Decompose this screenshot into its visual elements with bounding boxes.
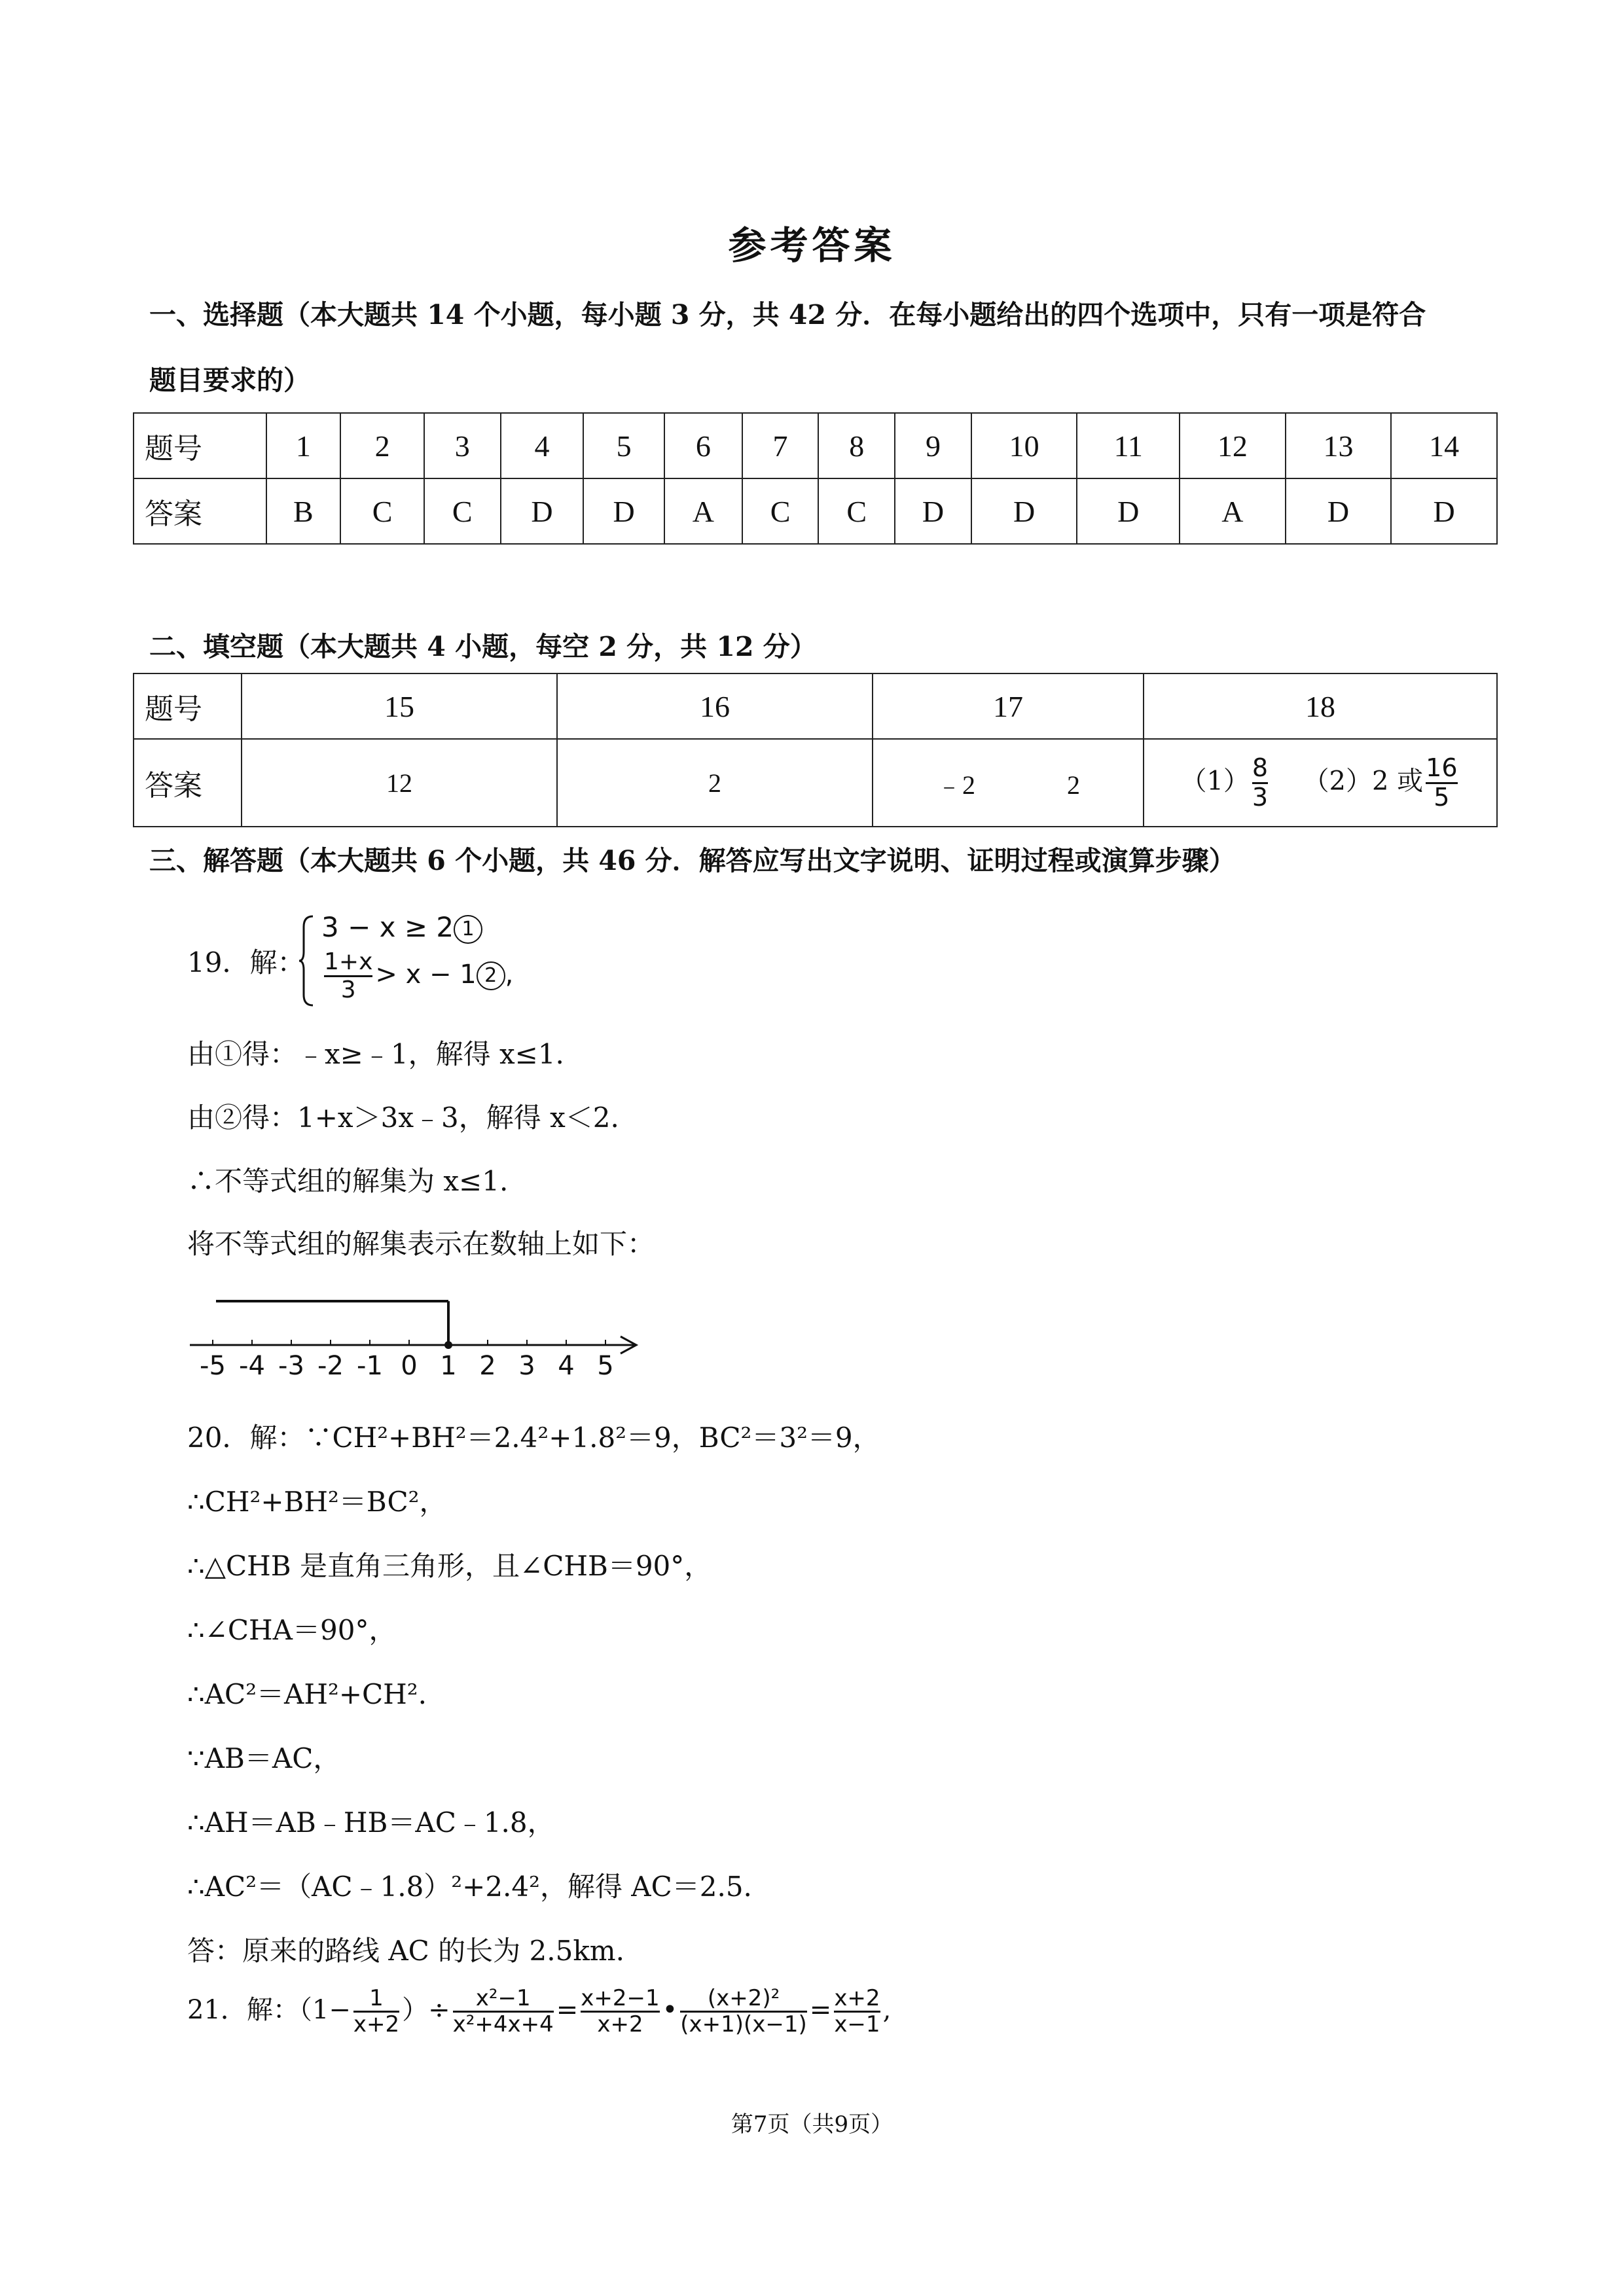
q21-label: 21．解： [187, 1994, 299, 2025]
answer-cell: C [424, 478, 501, 544]
answer-cell: B [266, 478, 341, 544]
q-num: 4 [501, 413, 584, 478]
answer-cell: A [664, 478, 742, 544]
fill-answer-row [134, 739, 1497, 827]
q-num: 8 [818, 413, 895, 478]
q19-ineq2: $\frac{1+x}{3}$ > x − 1 2 , [324, 948, 514, 1003]
q20-line4: ∴∠CHA＝90°， [187, 1614, 397, 1646]
q19-line3: ∴不等式组的解集为 x≤1. [187, 1165, 509, 1197]
q-num: 18 [1144, 673, 1497, 739]
fraction: $\frac{1}{x+2}$ [353, 1985, 400, 2038]
q19-ineq1: 3 − x ≥ 2 1 [321, 911, 482, 944]
fill-question-row [134, 673, 1497, 739]
section2-heading: 二、填空题（本大题共 4 小题，每空 2 分，共 12 分） [149, 631, 817, 662]
answer-cell: D [1391, 478, 1497, 544]
q19-line4: 将不等式组的解集表示在数轴上如下： [187, 1228, 655, 1260]
fraction-8-3: $\frac{8}{3}$ [1252, 753, 1269, 812]
brace-icon [298, 915, 316, 1007]
choice-answer-table [133, 412, 1498, 545]
q-num: 5 [583, 413, 664, 478]
answer-cell: D [971, 478, 1077, 544]
q-num: 14 [1391, 413, 1497, 478]
axis-tick-label: -5 [200, 1351, 226, 1381]
q20-line9: 答：原来的路线 AC 的长为 2.5km. [187, 1935, 624, 1967]
fraction: $\frac{x+2-1}{x+2}$ [581, 1985, 660, 2038]
answer-cell: D [895, 478, 971, 544]
answer-cell: D [501, 478, 584, 544]
answer-18-part1: （1） [1180, 766, 1250, 796]
q-num: 11 [1077, 413, 1180, 478]
answer-cell: D [1286, 478, 1392, 544]
axis-tick-label: -3 [278, 1351, 304, 1381]
q-num: 15 [242, 673, 557, 739]
answer-18-part2: （2）2 或 [1303, 766, 1424, 796]
q20-line5: ∴AC²＝AH²+CH². [187, 1678, 427, 1710]
axis-tick-label: 5 [597, 1351, 614, 1381]
q19-label: 19．解： [187, 946, 305, 978]
answer-18 [1144, 739, 1497, 827]
answer-cell: C [742, 478, 819, 544]
solution-point [444, 1341, 452, 1349]
q-num: 3 [424, 413, 501, 478]
section1-heading-line1: 一、选择题（本大题共 14 个小题，每小题 3 分，共 42 分．在每小题给出的四个选项中，只有一项是符合 [149, 299, 1426, 331]
row-label-answer: 答案 [134, 739, 242, 827]
axis-tick-label: -1 [357, 1351, 383, 1381]
axis-tick-label: 0 [401, 1351, 418, 1381]
q19-line2: 由②得：1+x＞3x﹣3，解得 x＜2. [187, 1102, 619, 1134]
q-num: 13 [1286, 413, 1392, 478]
fill-answer-table [133, 673, 1498, 827]
axis-tick-label: 2 [479, 1351, 496, 1381]
q-num: 9 [895, 413, 971, 478]
axis-tick-label: -4 [239, 1351, 265, 1381]
section1-heading-line2: 题目要求的） [149, 365, 310, 396]
choice-answer-row [134, 478, 1497, 544]
number-line [183, 1289, 655, 1388]
answer-cell: C [818, 478, 895, 544]
answer-16: 2 [557, 739, 873, 827]
answer-17-second: 2 [1067, 770, 1080, 800]
answer-17-first: ﹣2 [936, 770, 975, 800]
choice-question-row [134, 413, 1497, 478]
section3-heading: 三、解答题（本大题共 6 个小题，共 46 分．解答应写出文字说明、证明过程或演算步骤） [149, 845, 1236, 876]
page-title: 参考答案 [728, 223, 896, 268]
answer-cell: D [1077, 478, 1180, 544]
q20-line3: ∴△CHB 是直角三角形，且∠CHB＝90°， [187, 1550, 712, 1582]
q-num: 17 [873, 673, 1144, 739]
q21-expression: 21．解：（1− $\frac{1}{x+2}$ ）÷ $\frac{\text{x²−1}}{\text{x²+4x+4}}$ = $\frac{x+2-1}{x+2}$ • $\frac{\text{(x+2)²}}{(x+1)(x-1)}$ = $\frac{x+2}{x-1}$ , [187, 1985, 892, 2038]
q20-line8: ∴AC²＝（AC﹣1.8）²+2.4²，解得 AC＝2.5. [187, 1871, 752, 1903]
q20-line6: ∵AB＝AC， [187, 1742, 341, 1774]
q-num: 2 [340, 413, 424, 478]
answer-cell: C [340, 478, 424, 544]
q-num: 1 [266, 413, 341, 478]
q20-line7: ∴AH＝AB﹣HB＝AC﹣1.8， [187, 1806, 555, 1839]
fraction-16-5: $\frac{16}{5}$ [1426, 753, 1458, 812]
axis-tick-label: 4 [558, 1351, 575, 1381]
q-num: 6 [664, 413, 742, 478]
fraction: $\frac{x+2}{x-1}$ [834, 1985, 880, 2038]
answer-15: 12 [242, 739, 557, 827]
q-num: 16 [557, 673, 873, 739]
axis-tick-label: -2 [317, 1351, 344, 1381]
row-label-question: 题号 [134, 673, 242, 739]
circled-number-2: 2 [477, 961, 505, 990]
q-num: 10 [971, 413, 1077, 478]
q19-line1: 由①得：﹣x≥﹣1，解得 x≤1. [187, 1038, 564, 1070]
q-num: 7 [742, 413, 819, 478]
answer-cell: D [583, 478, 664, 544]
circled-number-1: 1 [454, 915, 482, 944]
page-footer: 第7页（共9页） [731, 2111, 893, 2138]
q-num: 12 [1180, 413, 1286, 478]
fraction: $\frac{\text{(x+2)²}}{(x+1)(x-1)}$ [680, 1985, 807, 2038]
q20-line1: 20．解：∵CH²+BH²＝2.4²+1.8²＝9，BC²＝3²＝9， [187, 1422, 880, 1454]
axis-tick-label: 3 [518, 1351, 535, 1381]
axis-tick-label: 1 [440, 1351, 457, 1381]
answer-cell: A [1180, 478, 1286, 544]
row-label-answer: 答案 [134, 478, 266, 544]
fraction: $\frac{\text{x²−1}}{\text{x²+4x+4}}$ [452, 1985, 554, 2038]
q20-line2: ∴CH²+BH²＝BC²， [187, 1486, 447, 1518]
fraction: $\frac{1+x}{3}$ [324, 948, 373, 1003]
row-label-question: 题号 [134, 413, 266, 478]
answer-17 [873, 739, 1144, 827]
